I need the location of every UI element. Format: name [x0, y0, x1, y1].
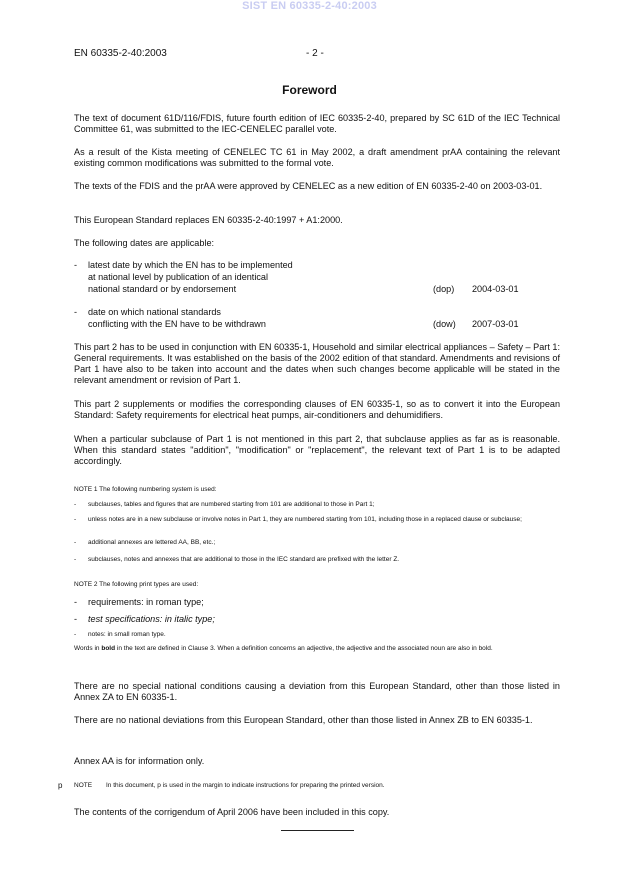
margin-p-marker: p	[58, 781, 63, 790]
note2-item-roman: requirements: in roman type;	[88, 597, 204, 607]
paragraph-12: The contents of the corrigendum of April 2006 have been included in this copy.	[74, 807, 390, 817]
note1-title: NOTE 1 The following numbering system is used:	[74, 486, 217, 493]
list-dash: -	[74, 307, 78, 317]
end-rule	[281, 830, 354, 831]
list-dash: -	[74, 260, 78, 270]
date-dow-line2: conflicting with the EN have to be withdrawn	[88, 319, 266, 329]
list-dash: -	[74, 516, 77, 523]
note2-title: NOTE 2 The following print types are used:	[74, 581, 199, 588]
list-dash: -	[74, 631, 77, 638]
bold-note-post: in the text are defined in Clause 3. When a definition concerns an adjective, the adjective and the associated noun are also in bold.	[115, 645, 493, 652]
list-dash: -	[74, 614, 78, 624]
paragraph-9: There are no special national conditions causing a deviation from this European Standard, other than those listed in Annex ZA to EN 60335-1.	[74, 681, 560, 702]
italic-text: test specifications: in italic type;	[88, 614, 215, 624]
bold-words-note	[74, 645, 560, 654]
paragraph-5: The following dates are applicable:	[74, 238, 215, 248]
paragraph-4: This European Standard replaces EN 60335-2-40:1997 + A1:2000.	[74, 215, 343, 225]
paragraph-8: When a particular subclause of Part 1 is not mentioned in this part 2, that subclause applies as far as is reasonable. When this standard states "addition", "modification" or "replacement", the relevant text of Part 1 is to be adapted accordingly.	[74, 434, 560, 466]
date-dop-value: 2004-03-01	[472, 284, 519, 294]
date-dop-line3: national standard or by endorsement	[88, 284, 237, 294]
watermark: SIST EN 60335-2-40:2003	[242, 0, 377, 12]
paragraph-1: The text of document 61D/116/FDIS, future fourth edition of IEC 60335-2-40, prepared by SC 61D of the IEC Technical Committee 61, was submitted to the IEC-CENELEC parallel vote.	[74, 113, 560, 134]
date-dow-value: 2007-03-01	[472, 319, 519, 329]
note1-item-2: unless notes are in a new subclause or involve notes in Part 1, they are numbered starting from 101, including those in a replaced clause or subclause;	[88, 516, 522, 523]
note2-item-italic	[88, 614, 215, 625]
date-dop-code: (dop)	[433, 284, 455, 294]
paragraph-3: The texts of the FDIS and the prAA were approved by CENELEC as a new edition of EN 60335-2-40 on 2003-03-01.	[74, 181, 543, 191]
list-dash: -	[74, 539, 77, 546]
paragraph-11: Annex AA is for information only.	[74, 756, 205, 766]
bold-note-pre: Words in	[74, 645, 102, 652]
header-doc-id: EN 60335-2-40:2003	[74, 48, 167, 59]
note1-item-3: additional annexes are lettered AA, BB, etc.;	[88, 539, 216, 546]
paragraph-2: As a result of the Kista meeting of CENELEC TC 61 in May 2002, a draft amendment prAA containing the relevant existing common modifications was submitted to the formal vote.	[74, 147, 560, 168]
p-note-label: NOTE	[74, 782, 93, 789]
list-dash: -	[74, 556, 77, 563]
date-dow-code: (dow)	[433, 319, 456, 329]
paragraph-6: This part 2 has to be used in conjunction with EN 60335-1, Household and similar electrical appliances – Safety – Part 1: General requirements. It was established on the basis of the 2002 edition of that standard. Amendments and revisions of Part 1 have also to be taken into account and the dates when such changes become applicable will be stated in the relevant amendment or revision of Part 1.	[74, 342, 560, 385]
list-dash: -	[74, 597, 78, 607]
header-page-number: - 2 -	[306, 48, 324, 59]
paragraph-7: This part 2 supplements or modifies the corresponding clauses of EN 60335-1, so as to convert it into the European Standard: Safety requirements for electrical heat pumps, air-conditioners and dehumidifiers.	[74, 399, 560, 420]
list-dash: -	[74, 501, 77, 508]
bold-word: bold	[101, 645, 116, 652]
date-dow-line1: date on which national standards	[88, 307, 221, 317]
note1-item-1: subclauses, tables and figures that are numbered starting from 101 are additional to those in Part 1;	[88, 501, 375, 508]
page-title: Foreword	[282, 83, 337, 97]
note2-item-small: notes: in small roman type.	[88, 631, 166, 638]
p-note-text: In this document, p is used in the margin to indicate instructions for preparing the printed version.	[106, 782, 385, 789]
note1-item-4: subclauses, notes and annexes that are additional to those in the IEC standard are prefixed with the letter Z.	[88, 556, 400, 563]
date-dop-line1: latest date by which the EN has to be implemented	[88, 260, 293, 270]
paragraph-10: There are no national deviations from this European Standard, other than those listed in Annex ZB to EN 60335-1.	[74, 715, 533, 725]
date-dop-line2: at national level by publication of an identical	[88, 272, 268, 282]
